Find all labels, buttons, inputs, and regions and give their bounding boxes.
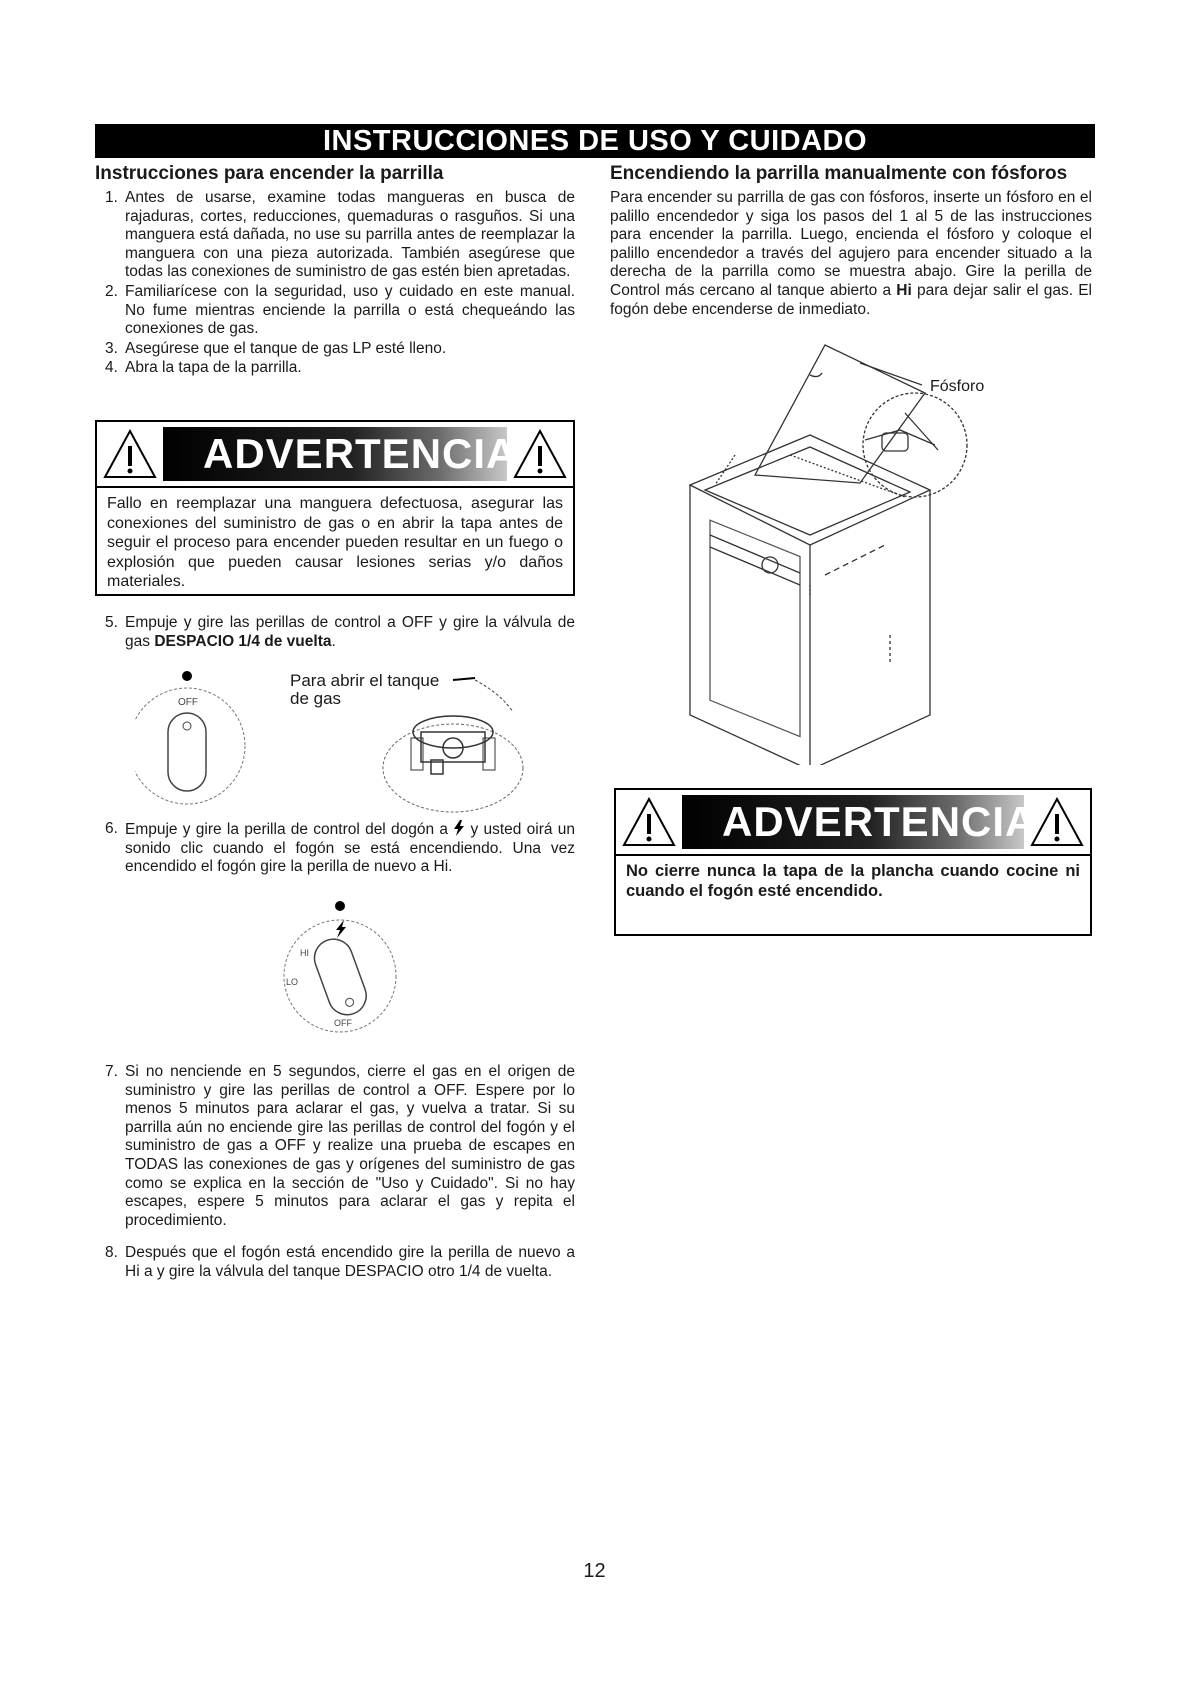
right-paragraph: Para encender su parrilla de gas con fósforos, inserte un fósforo en el palillo encendedor y siga los pasos del 1 al 5 de las instrucciones para encender la parrilla. Luego, encienda el fósforo y coloque el palillo encendedor a través del agujero para encender situado a la derecha de la parrilla como se muestra abajo. Gire la perilla de Control más cercano al tanque abierto a Hi para dejar salir el gas. El fogón debe encenderse de inmediato. — [610, 189, 1092, 318]
warning-box-2 — [614, 788, 1092, 936]
knob-icon — [168, 713, 206, 791]
warning-text-2: No cierre nunca la tapa de la plancha cuando cocine ni cuando el fogón esté encendido. — [626, 862, 1080, 900]
tank-valve-icon — [383, 716, 523, 812]
warning-bar-2 — [616, 790, 1090, 856]
left-heading: Instrucciones para encender la parrilla — [95, 163, 444, 184]
grill-icon — [690, 345, 967, 765]
right-heading: Encendiendo la parrilla manualmente con fósforos — [610, 163, 1068, 184]
ignite-spark-icon — [453, 820, 465, 836]
knob-lo-label: LO — [286, 977, 299, 987]
page-number: 12 — [583, 1560, 606, 1582]
warning-triangle-icon — [103, 428, 157, 480]
warning-triangle-icon — [513, 428, 567, 480]
indicator-dot — [335, 901, 345, 911]
warning-bar-1 — [97, 422, 573, 488]
valve-caption-line2: de gas — [290, 689, 342, 708]
indicator-dot — [182, 671, 192, 681]
ignition-knob-figure — [270, 898, 410, 1038]
step-8: 8. Después que el fogón está encendido gire la perilla de nuevo a Hi a y gire la válvula del tanque DESPACIO otro 1/4 de vuelta. — [105, 1244, 575, 1280]
steps-7-8 — [95, 1063, 575, 1283]
knob-hi-label: HI — [300, 948, 309, 958]
steps-1-4 — [95, 189, 575, 379]
warning-label-2: ADVERTENCIA — [682, 795, 1024, 849]
step-6: 6. Empuje y gire la perilla de control del dogón a y usted oirá un sonido clic cuando el fogón se está encendiendo. Una vez encendido el fogón gire la perilla de nuevo a Hi. — [105, 820, 575, 876]
knob-off-label: OFF — [178, 697, 198, 708]
warning-triangle-icon — [1030, 796, 1084, 848]
grill-match-figure — [660, 335, 1040, 765]
knob-off-label: OFF — [334, 1018, 352, 1028]
warning-label-1: ADVERTENCIA — [163, 427, 507, 481]
step-1: 1. Antes de usarse, examine todas mangueras en busca de rajaduras, cortes, reducciones, quemaduras o rasguños. Si una manguera está dañada, no use su parrilla antes de reemplazar la manguera con una pieza autorizada. También asegúrese que todas las conexiones de suministro de gas estén bien apretadas. — [105, 189, 575, 281]
valve-caption-line1: Para abrir el tanque — [290, 671, 440, 690]
step-2: 2. Familiarícese con la seguridad, uso y cuidado en este manual. No fume mientras enciende la parrilla o está chequeándo las conexiones de gas. — [105, 282, 575, 338]
warning-triangle-icon — [622, 796, 676, 848]
knob-and-valve-figure — [135, 668, 555, 816]
warning-text-1: Fallo en reemplazar una manguera defectuosa, asegurar las conexiones del suministro de gas o en abrir la tapa antes de seguir el proceso para encender pueden resultar en un fuego o explosión que pueden causar lesiones serias y/o daños materiales. — [107, 495, 563, 590]
step-7: 7. Si no nenciende en 5 segundos, cierre el gas en el origen de suministro y gire las perillas de control a OFF. Espere por lo menos 5 minutos para aclarar el gas, y vuelva a tratar. Si su parrilla aún no enciende gire las perillas de control del fogón y el suministro de gas a OFF y realize una prueba de escapes en TODAS las conexiones de gas y orígenes del suministro de gas como se explica en la sección de "Uso y Cuidado". Si no hay escapes, espere 5 minutos para aclarar el gas y repita el procedimiento. — [105, 1063, 575, 1229]
step-5: 5. Empuje y gire las perillas de control a OFF y gire la válvula de gas DESPACIO 1/4 de vuelta. — [105, 614, 575, 650]
knob-icon — [309, 934, 371, 1020]
spark-icon — [336, 920, 346, 938]
step-4: 4. Abra la tapa de la parrilla. — [105, 359, 302, 377]
page-banner: INSTRUCCIONES DE USO Y CUIDADO — [95, 124, 1095, 158]
warning-box-1 — [95, 420, 575, 596]
match-label: Fósforo — [930, 378, 985, 395]
step-3: 3. Asegúrese que el tanque de gas LP esté lleno. — [105, 339, 447, 357]
